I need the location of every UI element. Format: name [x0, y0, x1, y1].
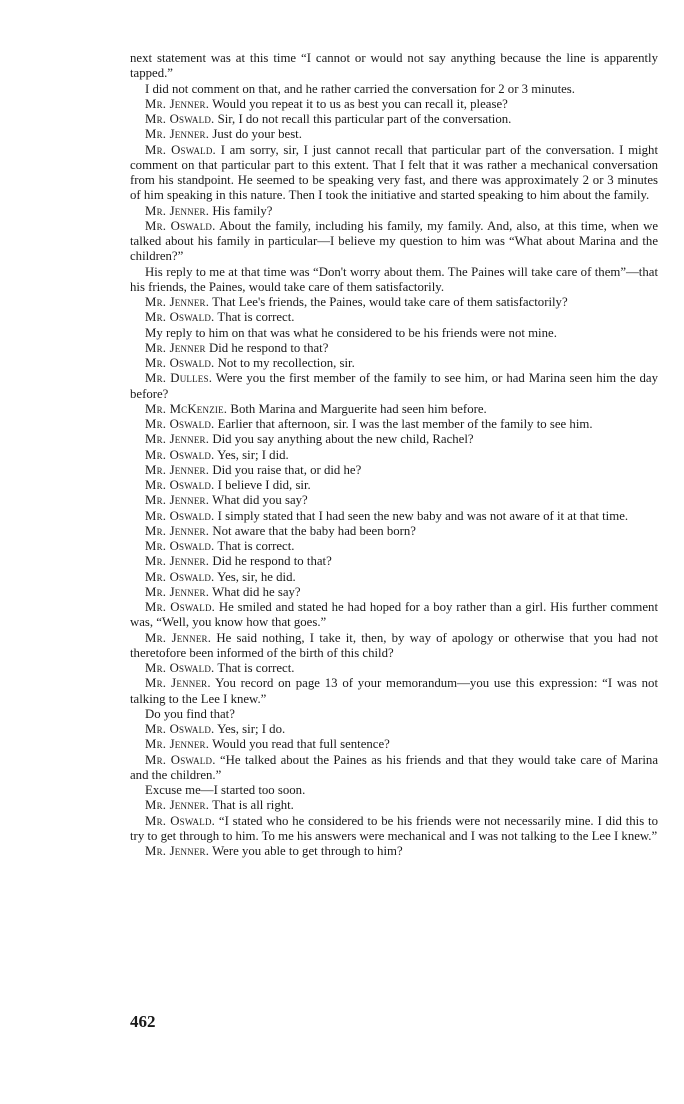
- speaker-name: Mr. Oswald.: [145, 752, 216, 767]
- paragraph-text: He smiled and stated he had hoped for a boy rather than a girl. His further comment was, “Well, you know how that goes.”: [130, 600, 659, 630]
- transcript-paragraph: [130, 463, 658, 478]
- speaker-name: Mr. Jenner.: [145, 798, 210, 813]
- speaker-name: Mr. Oswald.: [145, 112, 215, 126]
- paragraph-text: Just do your best.: [212, 127, 302, 142]
- transcript-paragraph: [130, 478, 658, 493]
- paragraph-text: I believe I did, sir.: [217, 478, 311, 492]
- transcript-paragraph: [130, 844, 658, 859]
- transcript-paragraph: [130, 356, 658, 371]
- transcript-paragraph: [130, 402, 658, 417]
- paragraph-text: That is all right.: [212, 798, 294, 813]
- transcript-paragraph: [130, 585, 658, 600]
- paragraph-text: “I stated who he considered to be his friends were not necessarily mine. I did this to try to get through to him. To me his answers were mechanical and I was not talking to the Lee I knew.”: [130, 813, 659, 843]
- transcript-page: [130, 51, 658, 859]
- speaker-name: Mr. Jenner.: [145, 462, 210, 477]
- transcript-paragraph: [130, 432, 658, 447]
- paragraph-text: Yes, sir; I did.: [217, 447, 289, 462]
- paragraph-text: My reply to him on that was what he considered to be his friends were not mine.: [145, 325, 557, 340]
- paragraph-text: His family?: [212, 203, 273, 218]
- speaker-name: Mr. Jenner.: [145, 493, 210, 508]
- transcript-paragraph: [130, 509, 658, 524]
- transcript-paragraph: [130, 753, 658, 784]
- speaker-name: Mr. Jenner.: [145, 844, 210, 858]
- speaker-name: Mr. Oswald.: [145, 218, 216, 233]
- paragraph-text: That is correct.: [217, 310, 295, 325]
- paragraph-text: Yes, sir, he did.: [217, 569, 296, 584]
- paragraph-text: “He talked about the Paines as his friends and that they would take care of Marina and the children.”: [130, 752, 658, 782]
- paragraph-text: Would you read that full sentence?: [212, 737, 390, 752]
- transcript-paragraph: [130, 676, 658, 707]
- transcript-paragraph: [130, 265, 658, 296]
- speaker-name: Mr. Dulles.: [145, 371, 213, 386]
- transcript-paragraph: [130, 722, 658, 737]
- speaker-name: Mr. McKenzie.: [145, 401, 228, 416]
- speaker-name: Mr. Oswald.: [145, 813, 216, 828]
- paragraph-text: I did not comment on that, and he rather carried the conversation for 2 or 3 minutes.: [145, 81, 575, 96]
- paragraph-text: That is correct.: [217, 661, 295, 675]
- transcript-paragraph: [130, 82, 658, 97]
- paragraph-text: He said nothing, I take it, then, by way of apology or otherwise that you had not theretofore been informed of the birth of this child?: [130, 630, 659, 660]
- speaker-name: Mr. Oswald.: [145, 539, 215, 553]
- transcript-paragraph: [130, 326, 658, 341]
- speaker-name: Mr. Oswald.: [145, 142, 216, 157]
- speaker-name: Mr. Jenner.: [145, 295, 210, 309]
- transcript-paragraph: [130, 51, 658, 82]
- paragraph-text: Not to my recollection, sir.: [217, 356, 355, 370]
- transcript-paragraph: [130, 554, 658, 569]
- paragraph-text: About the family, including his family, my family. And, also, at this time, when we talked about his family in particular—I believe my question to him was “What about Marina and the children?”: [130, 218, 659, 264]
- transcript-paragraph: [130, 737, 658, 752]
- paragraph-text: Would you repeat it to us as best you can recall it, please?: [212, 96, 508, 111]
- transcript-paragraph: [130, 493, 658, 508]
- paragraph-text: Did you raise that, or did he?: [212, 462, 362, 477]
- speaker-name: Mr. Jenner.: [145, 630, 212, 645]
- transcript-body: [130, 51, 658, 859]
- transcript-paragraph: [130, 219, 658, 265]
- paragraph-text: Did he respond to that?: [208, 340, 329, 355]
- speaker-name: Mr. Oswald.: [145, 569, 215, 584]
- paragraph-text: Earlier that afternoon, sir. I was the last member of the family to see him.: [217, 417, 593, 431]
- paragraph-text: I am sorry, sir, I just cannot recall that particular part of the conversation. I might comment on that particular part to this extent. That I felt that it was rather a mechanical conversation from his standpoint. He seemed to be speaking very fast, and there was approximately 2 or 3 minutes of him speaking in this nature. Then I took the initiative and started speaking to him about the family.: [130, 142, 659, 203]
- speaker-name: Mr. Jenner.: [145, 96, 210, 111]
- transcript-paragraph: [130, 814, 658, 845]
- paragraph-text: Excuse me—I started too soon.: [145, 783, 306, 797]
- transcript-paragraph: [130, 295, 658, 310]
- speaker-name: Mr. Jenner.: [145, 676, 211, 691]
- paragraph-text: Were you the first member of the family to see him, or had Marina seen him the day before?: [130, 371, 659, 401]
- paragraph-text: Did you say anything about the new child, Rachel?: [212, 432, 474, 447]
- transcript-paragraph: [130, 524, 658, 539]
- transcript-paragraph: [130, 97, 658, 112]
- speaker-name: Mr. Oswald.: [145, 661, 215, 675]
- speaker-name: Mr. Oswald.: [145, 310, 215, 325]
- paragraph-text: Both Marina and Marguerite had seen him before.: [230, 401, 487, 416]
- speaker-name: Mr. Jenner.: [145, 737, 210, 752]
- transcript-paragraph: [130, 371, 658, 402]
- speaker-name: Mr. Oswald.: [145, 356, 215, 370]
- paragraph-text: Do you find that?: [145, 706, 235, 721]
- paragraph-text: Sir, I do not recall this particular part of the conversation.: [217, 112, 512, 126]
- speaker-name: Mr. Jenner.: [145, 432, 210, 447]
- paragraph-text: Did he respond to that?: [212, 554, 332, 569]
- speaker-name: Mr. Jenner.: [145, 554, 210, 569]
- paragraph-text: next statement was at this time “I cannot or would not say anything because the line is apparently tapped.”: [130, 51, 658, 81]
- speaker-name: Mr. Jenner.: [145, 523, 210, 538]
- transcript-paragraph: [130, 798, 658, 813]
- speaker-name: Mr. Oswald.: [145, 478, 215, 492]
- transcript-paragraph: [130, 600, 658, 631]
- paragraph-text: That Lee's friends, the Paines, would take care of them satisfactorily?: [212, 295, 568, 309]
- transcript-paragraph: [130, 783, 658, 798]
- paragraph-text: What did you say?: [212, 493, 308, 508]
- transcript-paragraph: [130, 341, 658, 356]
- paragraph-text: What did he say?: [212, 584, 301, 599]
- paragraph-text: Yes, sir; I do.: [217, 722, 286, 736]
- speaker-name: Mr. Jenner.: [145, 203, 210, 218]
- speaker-name: Mr. Oswald.: [145, 600, 216, 614]
- transcript-paragraph: [130, 661, 658, 676]
- transcript-paragraph: [130, 448, 658, 463]
- speaker-name: Mr. Oswald.: [145, 722, 215, 736]
- paragraph-text: That is correct.: [217, 539, 295, 553]
- speaker-name: Mr. Oswald.: [145, 447, 215, 462]
- transcript-paragraph: [130, 539, 658, 554]
- speaker-name: Mr. Oswald.: [145, 508, 215, 523]
- transcript-paragraph: [130, 204, 658, 219]
- transcript-paragraph: [130, 707, 658, 722]
- page-number: 462: [130, 1012, 156, 1031]
- speaker-name: Mr. Jenner: [145, 340, 206, 355]
- transcript-paragraph: [130, 143, 658, 204]
- speaker-name: Mr. Oswald.: [145, 417, 215, 431]
- speaker-name: Mr. Jenner.: [145, 127, 210, 142]
- paragraph-text: Not aware that the baby had been born?: [212, 523, 416, 538]
- paragraph-text: Were you able to get through to him?: [212, 844, 403, 858]
- transcript-paragraph: [130, 417, 658, 432]
- speaker-name: Mr. Jenner.: [145, 584, 210, 599]
- transcript-paragraph: [130, 112, 658, 127]
- transcript-paragraph: [130, 570, 658, 585]
- paragraph-text: You record on page 13 of your memorandum—you use this expression: “I was not talking to the Lee I knew.”: [130, 676, 658, 706]
- paragraph-text: I simply stated that I had seen the new baby and was not aware of it at that time.: [217, 508, 629, 523]
- paragraph-text: His reply to me at that time was “Don't worry about them. The Paines will take care of them”—that his friends, the Paines, would take care of them satisfactorily.: [130, 264, 658, 294]
- transcript-paragraph: [130, 631, 658, 662]
- transcript-paragraph: [130, 310, 658, 325]
- transcript-paragraph: [130, 127, 658, 142]
